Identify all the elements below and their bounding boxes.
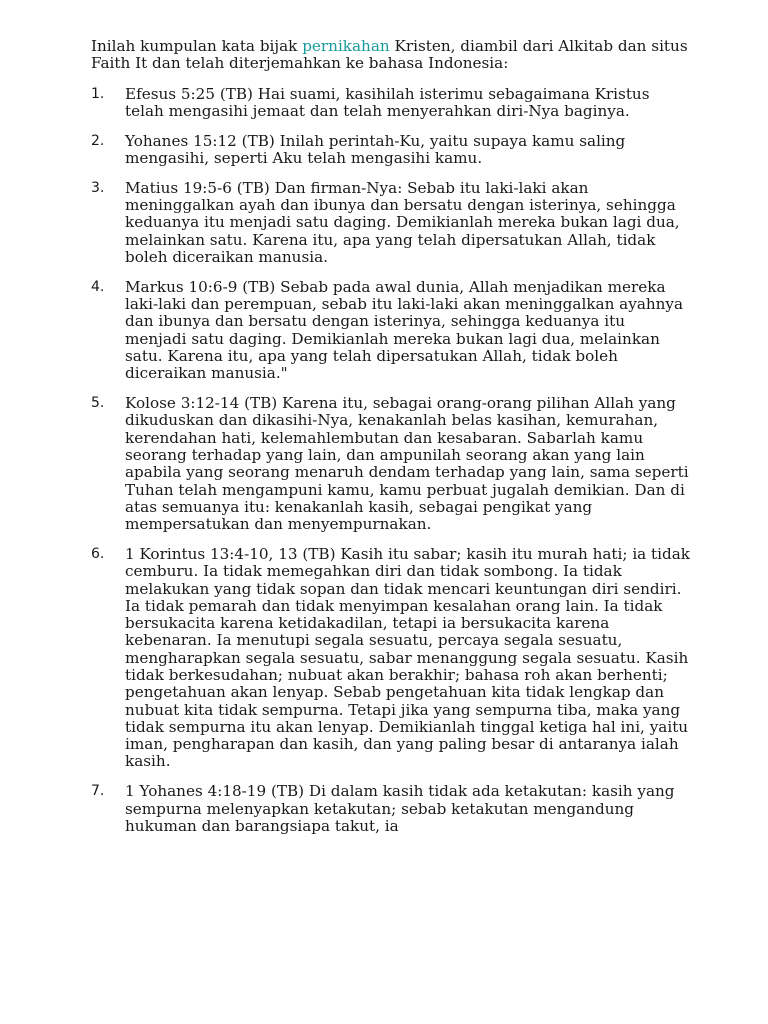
list-number: 3. (91, 179, 105, 196)
list-number: 7. (91, 783, 105, 800)
verse-text: Markus 10:6-9 (TB) Sebab pada awal dunia, Allah menjadikan mereka laki-laki dan perempuan, sebab itu laki-laki akan meninggalkan ayahnya dan ibunya dan bersatu dengan isterinya, sehingga keduanya itu menjadi satu daging. Demikianlah mereka bukan lagi dua, melainkan satu. Karena itu, apa yang telah dipersatukan Allah, tidak boleh diceraikan manusia." (125, 277, 684, 383)
list-item (91, 86, 691, 121)
list-item (91, 395, 691, 533)
verse-text: Matius 19:5-6 (TB) Dan firman-Nya: Sebab itu laki-laki akan meninggalkan ayah dan ibunya dan bersatu dengan isterinya, sehingga keduanya itu menjadi satu daging. Demikianlah mereka bukan lagi dua, melainkan satu. Karena itu, apa yang telah dipersatukan Allah, tidak boleh diceraikan manusia. (125, 178, 680, 266)
list-item (91, 180, 691, 266)
document-page (91, 38, 691, 848)
list-item (91, 783, 691, 835)
list-item (91, 546, 691, 771)
intro-text-after: Kristen, diambil dari Alkitab dan situs Faith It dan telah diterjemahkan ke bahasa Indonesia: (91, 37, 688, 73)
pernikahan-link[interactable]: pernikahan (302, 37, 390, 55)
verse-text: Efesus 5:25 (TB) Hai suami, kasihilah isterimu sebagaimana Kristus telah mengasihi jemaat dan telah menyerahkan diri-Nya baginya. (125, 84, 650, 120)
list-number: 2. (91, 132, 105, 149)
list-item (91, 279, 691, 383)
verse-list (91, 86, 691, 836)
list-number: 1. (91, 85, 105, 102)
list-item (91, 133, 691, 168)
list-number: 5. (91, 395, 105, 412)
verse-text: 1 Yohanes 4:18-19 (TB) Di dalam kasih tidak ada ketakutan: kasih yang sempurna melenyapkan ketakutan; sebab ketakutan mengandung hukuman dan barangsiapa takut, ia (125, 782, 675, 835)
verse-text: Kolose 3:12-14 (TB) Karena itu, sebagai orang-orang pilihan Allah yang dikuduskan dan dikasihi-Nya, kenakanlah belas kasihan, kemurahan, kerendahan hati, kelemahlembutan dan kesabaran. Sabarlah kamu seorang terhadap yang lain, dan ampunilah seorang akan yang lain apabila yang seorang menaruh dendam terhadap yang lain, sama seperti Tuhan telah mengampuni kamu, kamu perbuat jugalah demikian. Dan di atas semuanya itu: kenakanlah kasih, sebagai pengikat yang mempersatukan dan menyempurnakan. (125, 394, 689, 534)
intro-text-before: Inilah kumpulan kata bijak (91, 37, 303, 55)
list-number: 4. (91, 278, 105, 295)
verse-text: Yohanes 15:12 (TB) Inilah perintah-Ku, yaitu supaya kamu saling mengasihi, seperti Aku telah mengasihi kamu. (125, 131, 626, 167)
verse-text: 1 Korintus 13:4-10, 13 (TB) Kasih itu sabar; kasih itu murah hati; ia tidak cemburu. Ia tidak memegahkan diri dan tidak sombong. Ia tidak melakukan yang tidak sopan dan tidak mencari keuntungan diri sendiri. Ia tidak pemarah dan tidak menyimpan kesalahan orang lain. Ia tidak bersukacita karena ketidakadilan, tetapi ia bersukacita karena kebenaran. Ia menutupi segala sesuatu, percaya segala sesuatu, mengharapkan segala sesuatu, sabar menanggung segala sesuatu. Kasih tidak berkesudahan; nubuat akan berakhir; bahasa roh akan berhenti; pengetahuan akan lenyap. Sebab pengetahuan kita tidak lengkap dan nubuat kita tidak sempurna. Tetapi jika yang sempurna tiba, maka yang tidak sempurna itu akan lenyap. Demikianlah tinggal ketiga hal ini, yaitu iman, pengharapan dan kasih, dan yang paling besar di antaranya ialah kasih. (125, 544, 690, 771)
list-number: 6. (91, 545, 105, 562)
intro-paragraph (91, 38, 691, 73)
